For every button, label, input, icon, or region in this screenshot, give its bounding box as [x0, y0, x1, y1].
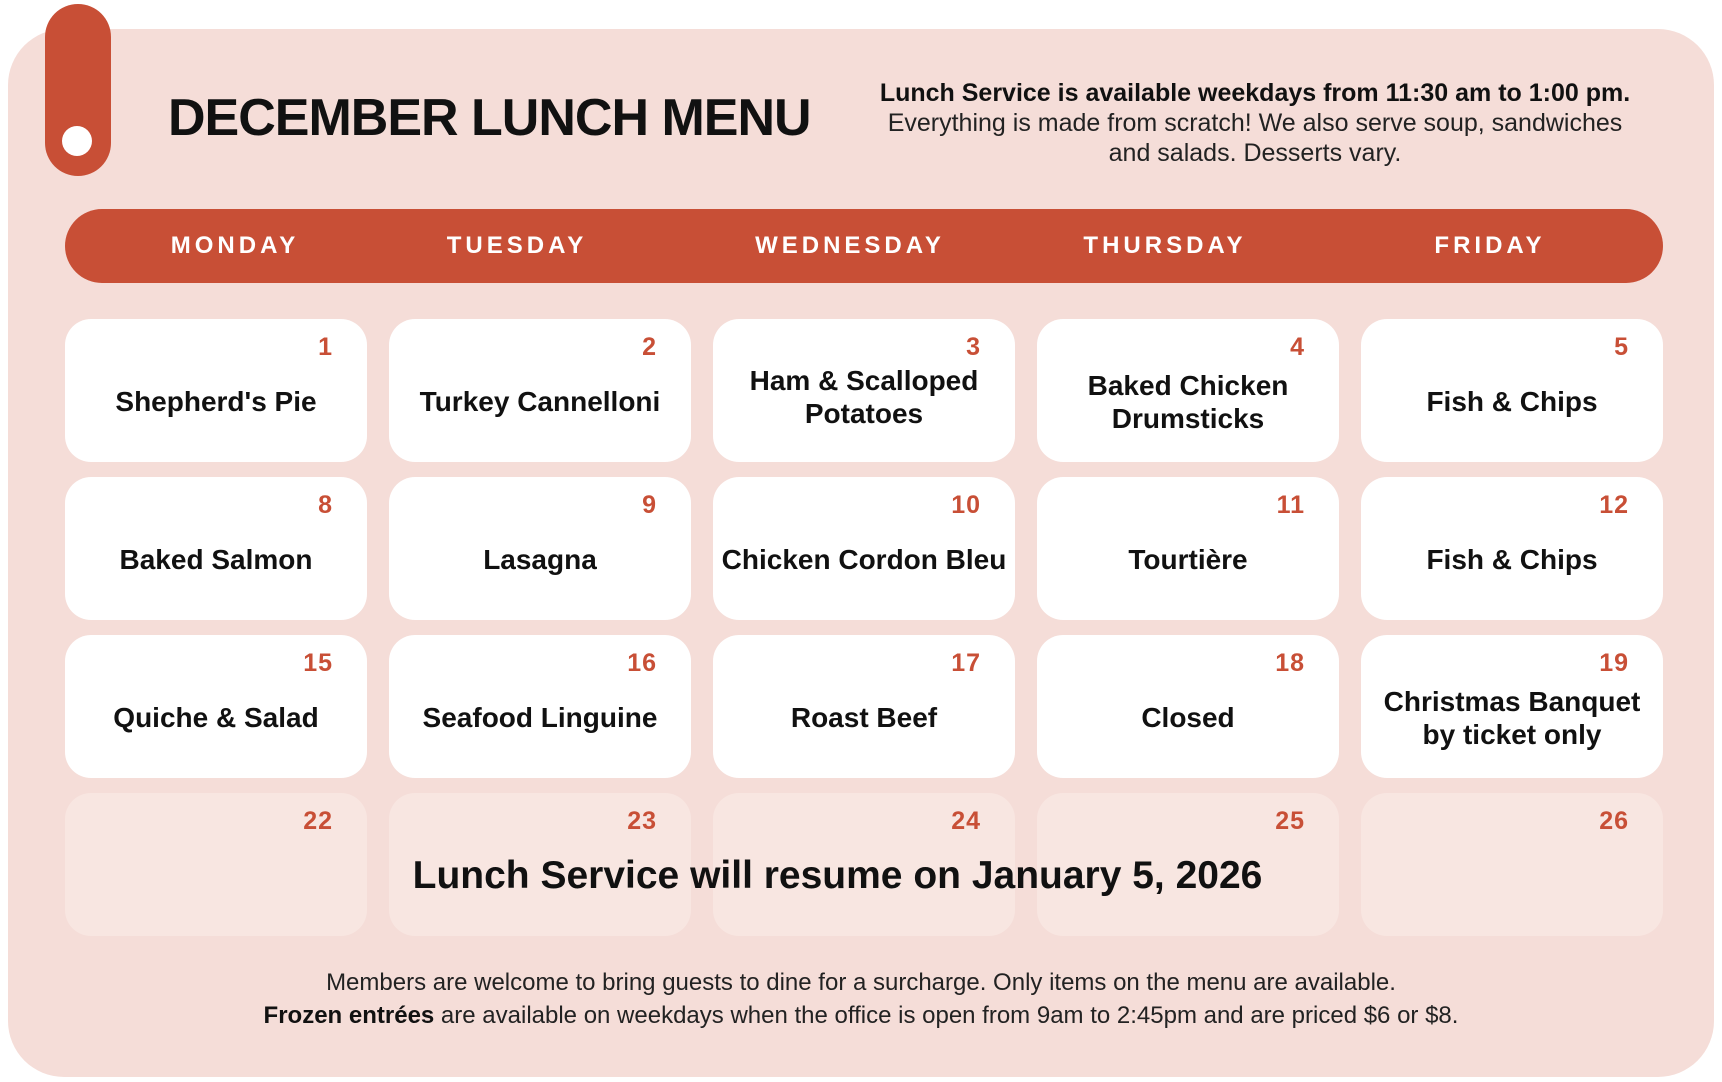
date-number: 12 — [1599, 491, 1629, 519]
day-cell — [1037, 635, 1339, 778]
meal-name: Christmas Banquet by ticket only — [1383, 685, 1641, 750]
meal-name: Fish & Chips — [1426, 386, 1598, 417]
day-cell — [65, 635, 367, 778]
meal-name: Baked Salmon — [119, 544, 313, 575]
meal-name: Baked Chicken Drumsticks — [1087, 369, 1289, 434]
date-number: 5 — [1614, 333, 1629, 361]
day-cell — [65, 319, 367, 462]
service-hours: Lunch Service is available weekdays from 11:30 am to 1:00 pm. — [879, 79, 1631, 107]
day-cell — [1037, 319, 1339, 462]
weekday-header-bar — [65, 209, 1663, 283]
day-label-thursday: THURSDAY — [1083, 232, 1247, 259]
service-description-line-2: and salads. Desserts vary. — [1108, 139, 1402, 167]
day-label-monday: MONDAY — [170, 232, 300, 259]
day-cell — [65, 477, 367, 620]
page-title: DECEMBER LUNCH MENU — [168, 89, 811, 147]
day-cell — [389, 635, 691, 778]
date-number: 23 — [627, 807, 657, 835]
meal-name: Turkey Cannelloni — [419, 386, 661, 417]
day-cell — [1361, 635, 1663, 778]
meal-name: Seafood Linguine — [422, 702, 658, 733]
meal-name: Ham & Scalloped Potatoes — [749, 364, 979, 429]
frozen-entrees-text: are available on weekdays when the office is open from 9am to 2:45pm and are priced $6 or $8. — [434, 1002, 1459, 1029]
date-number: 19 — [1599, 649, 1629, 677]
meal-name: Closed — [1141, 702, 1235, 733]
resume-notice: Lunch Service will resume on January 5, 2026 — [412, 854, 1263, 897]
day-label-wednesday: WEDNESDAY — [755, 232, 945, 259]
footer-notes — [8, 966, 1714, 1032]
date-number: 8 — [318, 491, 333, 519]
date-number: 10 — [951, 491, 981, 519]
date-number: 18 — [1275, 649, 1305, 677]
meal-name: Chicken Cordon Bleu — [721, 544, 1007, 575]
date-number: 26 — [1599, 807, 1629, 835]
service-description-line-1: Everything is made from scratch! We also serve soup, sandwiches — [887, 109, 1623, 137]
meal-name: Shepherd's Pie — [115, 386, 317, 417]
meal-name: Quiche & Salad — [113, 702, 319, 733]
calendar-tab — [45, 4, 111, 176]
date-number: 1 — [318, 333, 333, 361]
date-number: 9 — [642, 491, 657, 519]
date-number: 22 — [303, 807, 333, 835]
date-number: 2 — [642, 333, 657, 361]
service-info — [850, 78, 1660, 168]
date-number: 17 — [951, 649, 981, 677]
meal-name: Fish & Chips — [1426, 544, 1598, 575]
day-cell — [389, 319, 691, 462]
date-number: 3 — [966, 333, 981, 361]
day-cell — [713, 635, 1015, 778]
day-cell — [1037, 477, 1339, 620]
day-cell — [713, 477, 1015, 620]
day-cell — [1361, 319, 1663, 462]
day-label-friday: FRIDAY — [1434, 232, 1546, 259]
footer-frozen-note — [8, 999, 1714, 1032]
day-cell — [713, 319, 1015, 462]
tab-hole-icon — [62, 126, 92, 156]
date-number: 11 — [1276, 491, 1305, 519]
date-number: 4 — [1290, 333, 1305, 361]
date-number: 24 — [951, 807, 981, 835]
date-number: 16 — [627, 649, 657, 677]
day-cell — [1361, 477, 1663, 620]
day-label-tuesday: TUESDAY — [446, 232, 588, 259]
date-number: 25 — [1275, 807, 1305, 835]
meal-name: Lasagna — [483, 544, 597, 575]
day-cell — [389, 477, 691, 620]
frozen-entrees-label: Frozen entrées — [263, 1002, 435, 1029]
meal-name: Tourtière — [1128, 544, 1248, 575]
date-number: 15 — [303, 649, 333, 677]
meal-name: Roast Beef — [790, 702, 938, 733]
footer-guests-note: Members are welcome to bring guests to dine for a surcharge. Only items on the menu are available. — [326, 969, 1396, 996]
